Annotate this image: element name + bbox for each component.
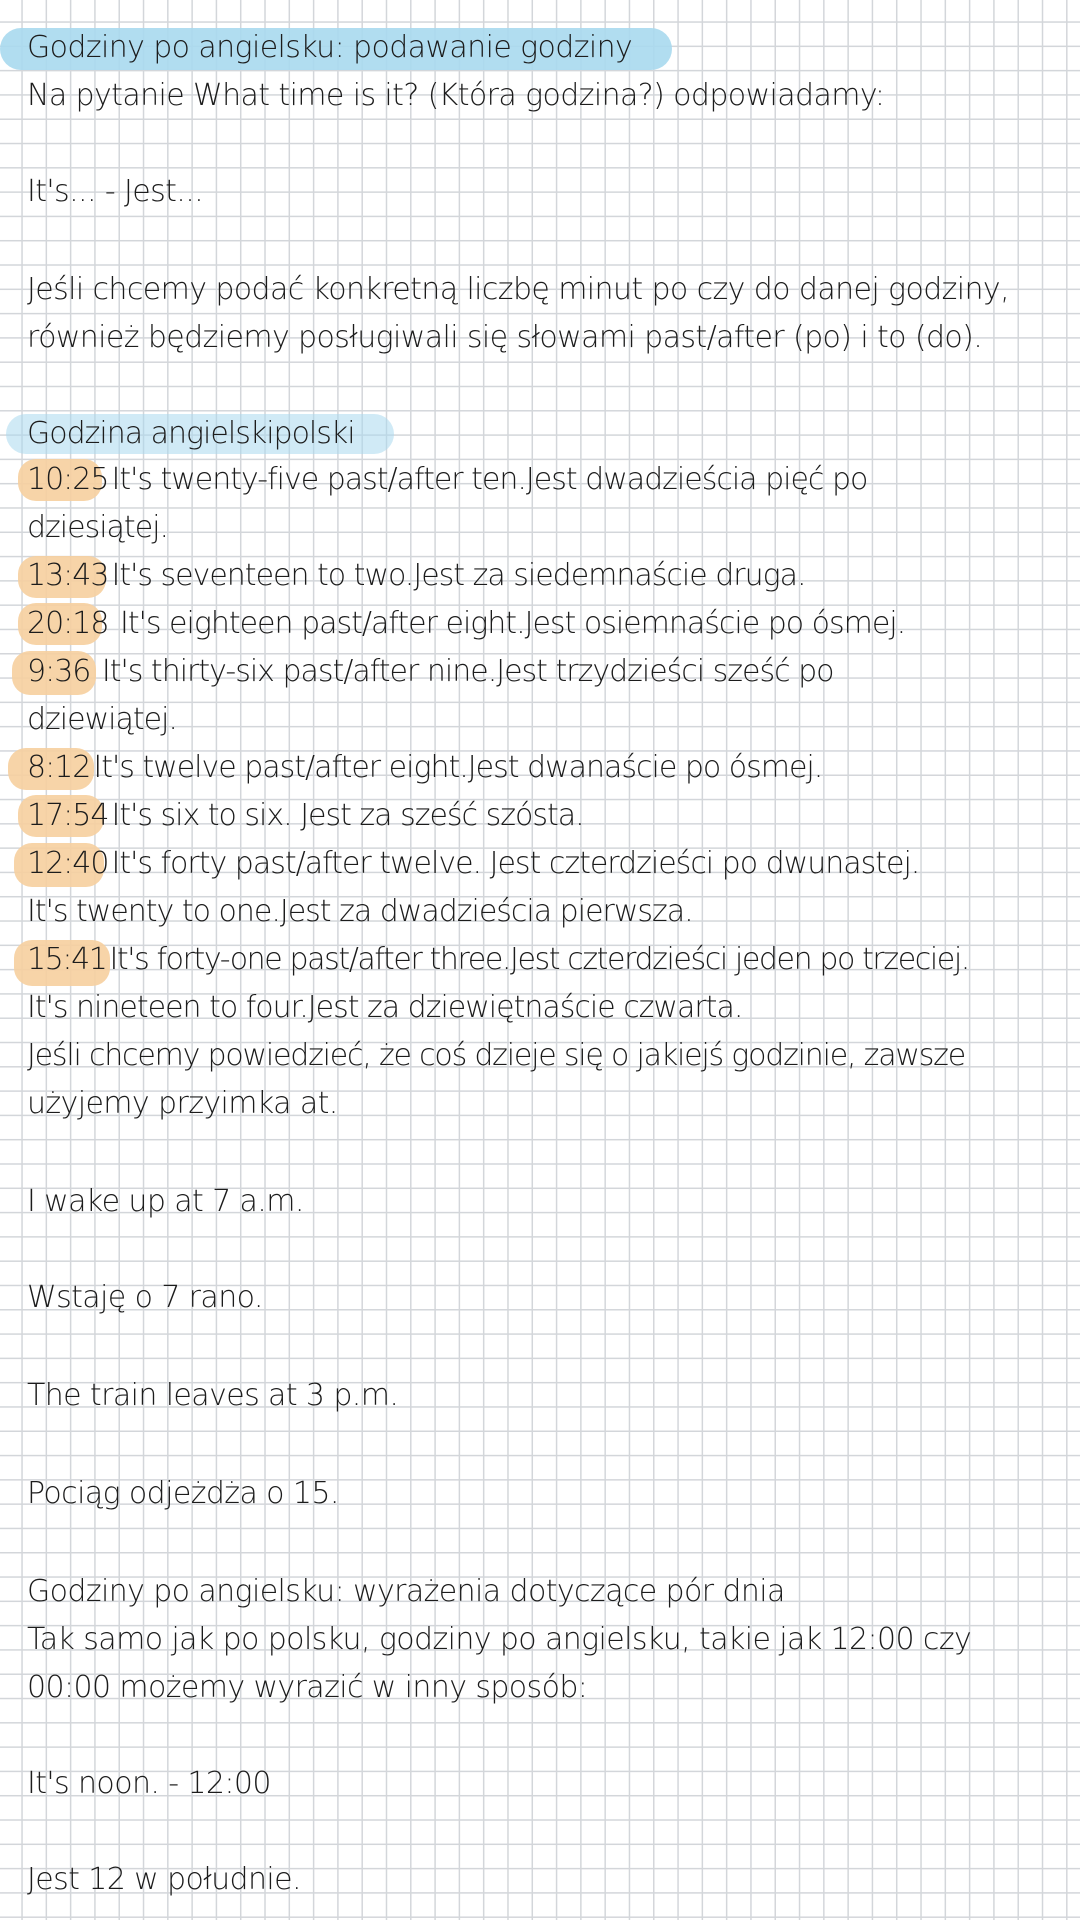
time-value: 8:12: [27, 750, 91, 785]
example-translation: Wstaję o 7 rano.: [27, 1280, 263, 1315]
table-header: Godzina angielskipolski: [27, 416, 355, 451]
paragraph-line: 00:00 możemy wyrazić w inny sposób:: [27, 1670, 588, 1705]
time-row: [27, 936, 969, 984]
time-row: [27, 600, 905, 648]
time-row: [27, 744, 822, 792]
time-row: [27, 888, 693, 936]
time-phrase: It's six to six. Jest za sześć szósta.: [111, 798, 584, 833]
example-translation: Jest 12 w południe.: [27, 1862, 301, 1897]
time-phrase: It's twenty to one.Jest za dwadzieścia pierwsza.: [27, 894, 693, 929]
time-phrase: dziesiątej.: [27, 510, 169, 545]
time-value: 9:36: [27, 654, 91, 689]
time-value: 15:41: [27, 942, 107, 977]
its-phrase: It's... - Jest...: [27, 174, 204, 209]
time-phrase: It's nineteen to four.Jest za dziewiętnaście czwarta.: [27, 990, 743, 1025]
example-sentence: It's noon. - 12:00: [27, 1766, 271, 1801]
time-row: [27, 792, 584, 840]
time-phrase: dziewiątej.: [27, 702, 177, 737]
intro-text: Na pytanie What time is it? (Która godzina?) odpowiadamy:: [27, 78, 885, 113]
paragraph-line: Tak samo jak po polsku, godziny po angielsku, takie jak 12:00 czy: [27, 1622, 972, 1657]
paragraph-line: Jeśli chcemy podać konkretną liczbę minut po czy do danej godziny,: [27, 272, 1010, 307]
paragraph-line: Jeśli chcemy powiedzieć, że coś dzieje się o jakiejś godzinie, zawsze: [27, 1038, 965, 1073]
time-value: 12:40: [27, 846, 109, 881]
time-phrase: It's forty past/after twelve. Jest czterdzieści po dwunastej.: [111, 846, 920, 881]
time-row: [27, 696, 177, 744]
example-sentence: I wake up at 7 a.m.: [27, 1184, 304, 1219]
time-row: [27, 840, 919, 888]
example-translation: Pociąg odjeżdża o 15.: [27, 1476, 339, 1511]
time-phrase: It's eighteen past/after eight.Jest osiemnaście po ósmej.: [111, 606, 906, 641]
time-phrase: It's thirty-six past/after nine.Jest trzydzieści sześć po: [93, 654, 834, 689]
time-phrase: It's forty-one past/after three.Jest czterdzieści jeden po trzeciej.: [109, 942, 969, 977]
time-phrase: It's twenty-five past/after ten.Jest dwadzieścia pięć po: [111, 462, 868, 497]
time-row: [27, 552, 806, 600]
paragraph-line: użyjemy przyimka at.: [27, 1086, 338, 1121]
time-value: 10:25: [27, 462, 109, 497]
time-row: [27, 648, 834, 696]
time-value: 20:18: [27, 606, 109, 641]
time-row: [27, 504, 168, 552]
time-value: 17:54: [27, 798, 109, 833]
section-heading: Godziny po angielsku: podawanie godziny: [27, 30, 633, 65]
time-row: [27, 984, 742, 1032]
paragraph-line: również będziemy posługiwali się słowami past/after (po) i to (do).: [27, 320, 983, 355]
time-phrase: It's twelve past/after eight.Jest dwanaście po ósmej.: [93, 750, 823, 785]
time-value: 13:43: [27, 558, 109, 593]
section-heading: Godziny po angielsku: wyrażenia dotyczące pór dnia: [27, 1574, 785, 1609]
time-phrase: It's seventeen to two.Jest za siedemnaście druga.: [111, 558, 806, 593]
time-row: [27, 456, 867, 504]
example-sentence: The train leaves at 3 p.m.: [27, 1378, 399, 1413]
